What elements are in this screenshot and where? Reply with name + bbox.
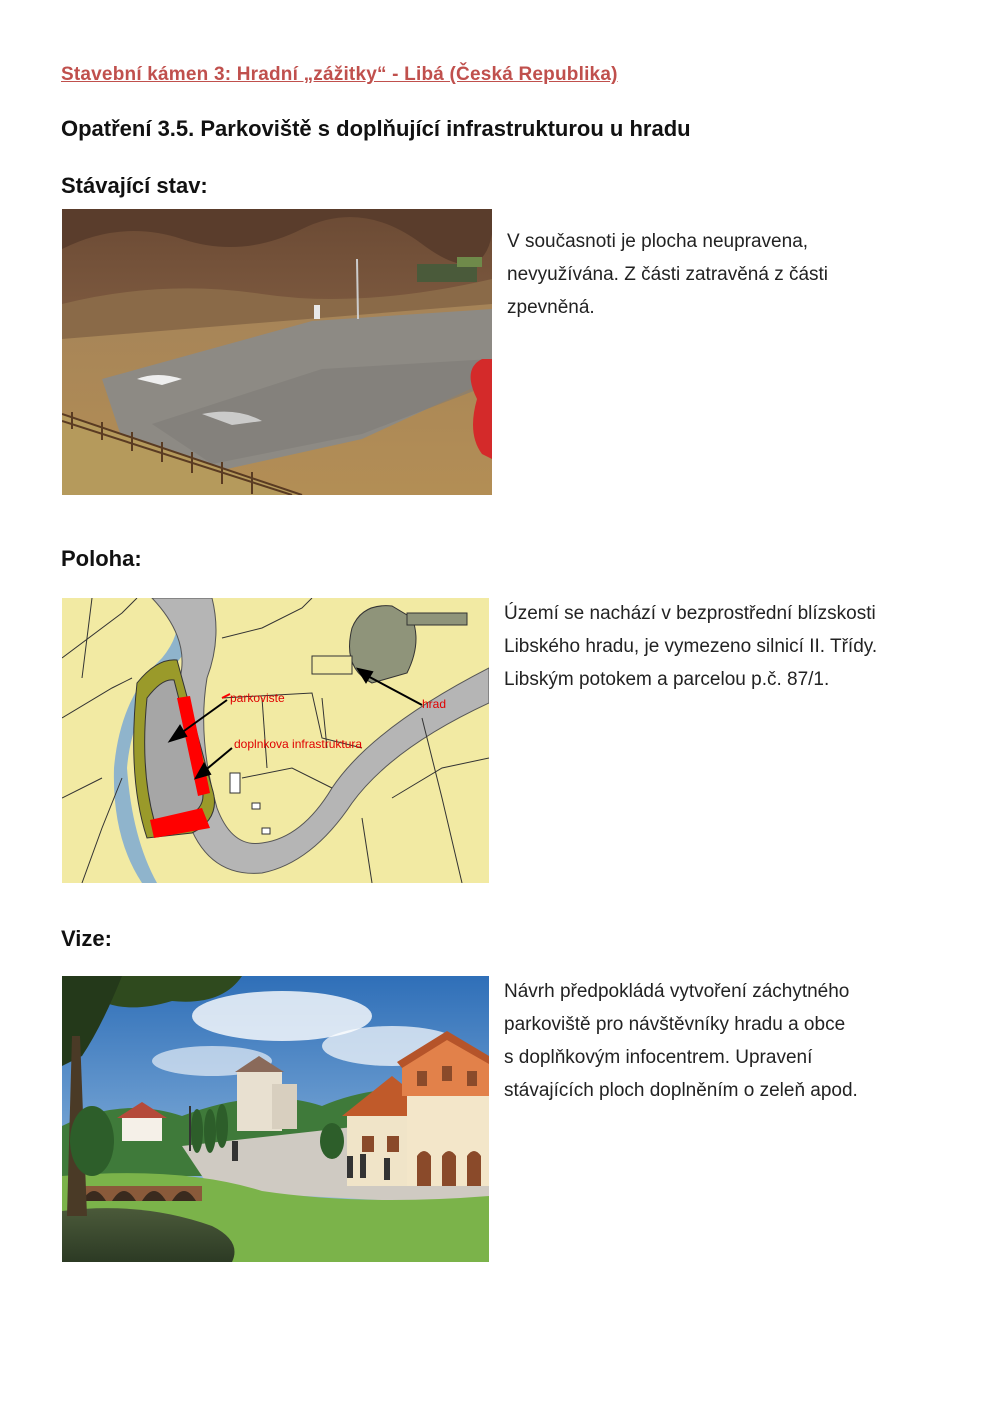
map-label-parking: parkoviste [230,691,285,705]
text-line: Libského hradu, je vymezeno silnicí II. Třídy. [504,636,878,657]
text-line: zpevněná. [507,297,595,318]
map-location [62,598,489,883]
page-title: Opatření 3.5. Parkoviště s doplňující infrastrukturou u hradu [61,116,691,141]
photo-current-site [62,209,492,495]
render-vision [62,976,489,1262]
text-line: s doplňkovým infocentrem. Upravení [504,1047,813,1068]
text-line: parkoviště pro návštěvníky hradu a obce [504,1014,846,1035]
vision-description [504,975,964,1107]
text-line: Libským potokem a parcelou p.č. 87/1. [504,669,830,690]
chapter-header: Stavební kámen 3: Hradní „zážitky“ - Libá (Česká Republika) [61,64,618,85]
map-label-castle: hrad [422,697,447,711]
text-line: nevyužívána. Z části zatravěná z části [507,264,829,285]
text-line: stávajících ploch doplněním o zeleň apod. [504,1080,858,1101]
text-line: Území se nachází v bezprostřední blízskosti [504,603,876,624]
text-line: Návrh předpokládá vytvoření záchytného [504,981,850,1002]
location-description [504,597,964,696]
section-heading-vision: Vize: [61,926,112,951]
current-description [507,225,957,324]
text-line: V současnoti je plocha neupravena, [507,231,809,252]
section-heading-location: Poloha: [61,546,142,571]
section-heading-current: Stávající stav: [61,173,208,198]
map-label-infrastructure: doplnkova infrastruktura [234,737,363,751]
